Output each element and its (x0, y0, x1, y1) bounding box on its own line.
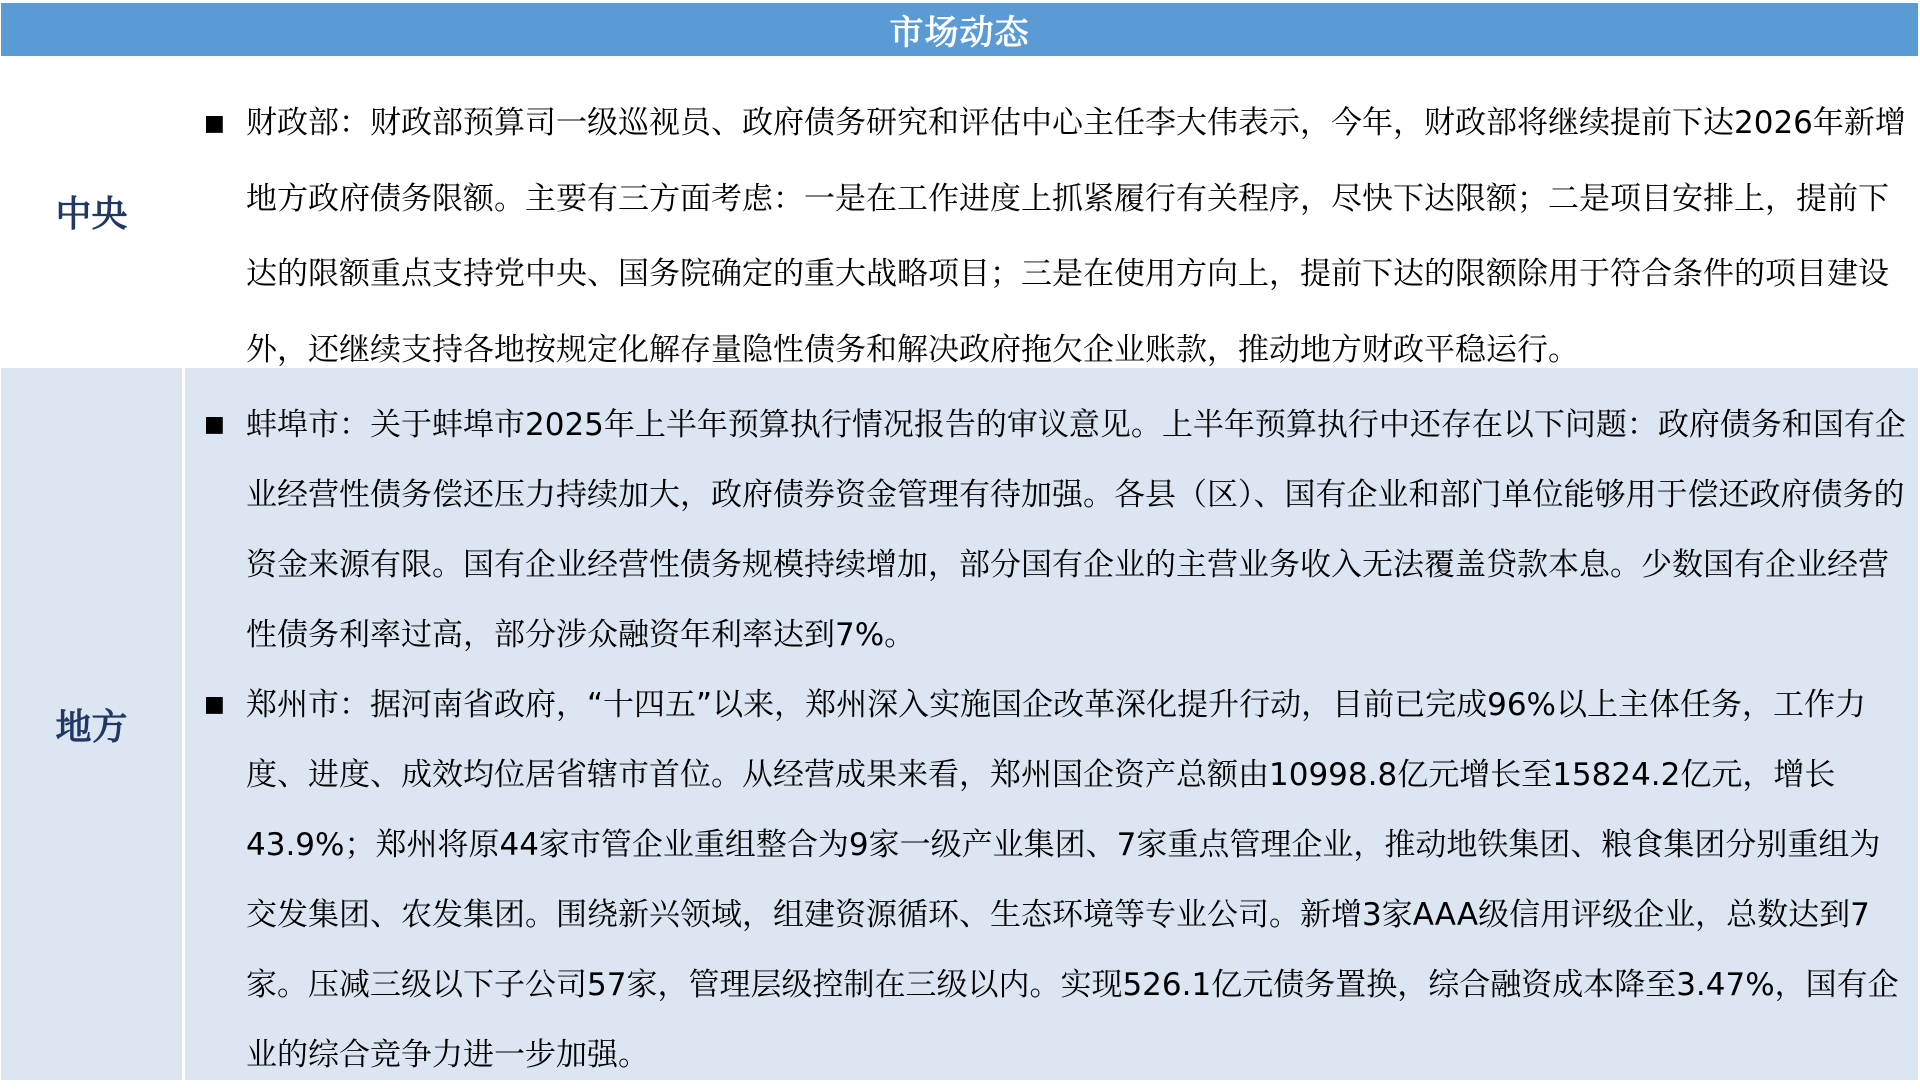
square-bullet-icon: ■ (204, 412, 225, 437)
title-bar (1, 3, 1918, 56)
square-bullet-icon: ■ (204, 692, 225, 717)
central-section (1, 56, 1918, 366)
news-item-bengbu (201, 390, 1910, 670)
news-item-text: 郑州市：据河南省政府，“十四五”以来，郑州深入实施国企改革深化提升行动，目前已完成96%以上主体任务，工作力度、进度、成效均位居省辖市首位。从经营成果来看，郑州国企资产总额由10998.8亿元增长至15824.2亿元，增长43.9%；郑州将原44家市管企业重组整合为9家一级产业集团、7家重点管理企业，推动地铁集团、粮食集团分别重组为交发集团、农发集团。围绕新兴领域，组建资源循环、生态环境等专业公司。新增3家AAA级信用评级企业，总数达到7家。压减三级以下子公司57家，管理层级控制在三级以内。实现526.1亿元债务置换，综合融资成本降至3.47%，国有企业的综合竞争力进一步加强。 (246, 687, 1899, 1073)
local-label-cell (1, 368, 185, 1080)
local-content (201, 390, 1910, 1090)
central-content (201, 86, 1910, 388)
local-section (1, 368, 1918, 1080)
square-bullet-icon: ■ (204, 111, 225, 136)
page-title: 市场动态 (889, 13, 1030, 53)
central-label: 中央 (55, 193, 128, 235)
news-item-text: 财政部：财政部预算司一级巡视员、政府债务研究和评估中心主任李大伟表示，今年，财政部将继续提前下达2026年新增地方政府债务限额。主要有三方面考虑：一是在工作进度上抓紧履行有关程序，尽快下达限额；二是项目安排上，提前下达的限额重点支持党中央、国务院确定的重大战略项目；三是在使用方向上，提前下达的限额除用于符合条件的项目建设外，还继续支持各地按规定化解存量隐性债务和解决政府拖欠企业账款，推动地方财政平稳运行。 (246, 105, 1906, 368)
news-item-ministry-of-finance (201, 86, 1910, 388)
local-label: 地方 (55, 706, 128, 748)
news-item-text: 蚌埠市：关于蚌埠市2025年上半年预算执行情况报告的审议意见。上半年预算执行中还存在以下问题：政府债务和国有企业经营性债务偿还压力持续加大，政府债券资金管理有待加强。各县（区）、国有企业和部门单位能够用于偿还政府债务的资金来源有限。国有企业经营性债务规模持续增加，部分国有企业的主营业务收入无法覆盖贷款本息。少数国有企业经营性债务利率过高，部分涉众融资年利率达到7%。 (246, 407, 1906, 653)
central-label-cell (1, 56, 182, 366)
news-item-zhengzhou (201, 670, 1910, 1090)
